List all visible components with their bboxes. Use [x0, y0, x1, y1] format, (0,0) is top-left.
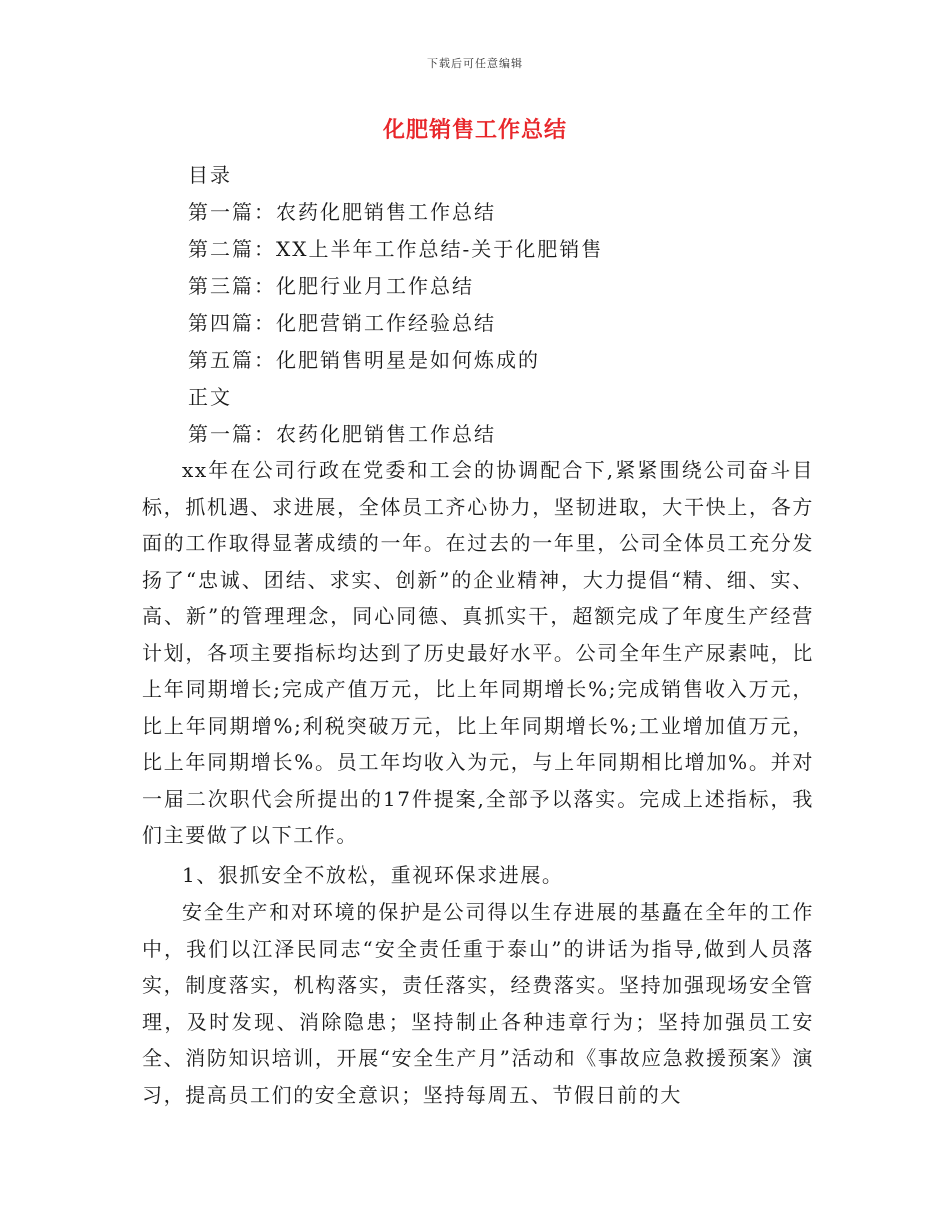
body-paragraph-1: xx年在公司行政在党委和工会的协调配合下,紧紧围绕公司奋斗目标，抓机遇、求进展，全体员工齐心协力，坚韧进取，大干快上，各方面的工作取得显著成绩的一年。在过去的一年里，公司全体员工充分发扬了“忠诚、团结、求实、创新”的企业精神，大力提倡“精、细、实、高、新”的管理理念，同心同德、真抓实干，超额完成了年度生产经营计划，各项主要指标均达到了历史最好水平。公司全年生产尿素吨，比上年同期增长;完成产值万元，比上年同期增长%;完成销售收入万元，比上年同期增%;利税突破万元，比上年同期增长%;工业增加值万元，比上年同期增长%。员工年均收入为元，与上年同期相比增加%。并对一届二次职代会所提出的17件提案,全部予以落实。完成上述指标，我们主要做了以下工作。 [142, 458, 814, 847]
document-title: 化肥销售工作总结 [382, 117, 567, 143]
toc-item-4: 第四篇：化肥营销工作经验总结 [188, 311, 496, 335]
table-of-contents [188, 157, 828, 453]
section-heading: 第一篇：农药化肥销售工作总结 [188, 422, 496, 446]
body-heading: 正文 [188, 385, 232, 409]
toc-item-2: 第二篇：XX上半年工作总结-关于化肥销售 [188, 237, 604, 261]
section-subheading: 1、狠抓安全不放松，重视环保求进展。 [182, 863, 564, 887]
body-paragraph-2: 安全生产和对环境的保护是公司得以生存进展的基矗在全年的工作中，我们以江泽民同志“安全责任重于泰山”的讲话为指导,做到人员落实，制度落实，机构落实，责任落实，经费落实。坚持加强现场安全管理，及时发现、消除隐患；坚持制止各种违章行为；坚持加强员工安全、消防知识培训，开展“安全生产月”活动和《事故应急救援预案》演习，提高员工们的安全意识；坚持每周五、节假日前的大 [142, 900, 814, 1107]
toc-item-5: 第五篇：化肥销售明星是如何炼成的 [188, 348, 540, 372]
toc-heading: 目录 [188, 163, 232, 187]
page-header-note: 下载后可任意编辑 [427, 57, 523, 70]
toc-item-3: 第三篇：化肥行业月工作总结 [188, 274, 474, 298]
toc-item-1: 第一篇：农药化肥销售工作总结 [188, 200, 496, 224]
